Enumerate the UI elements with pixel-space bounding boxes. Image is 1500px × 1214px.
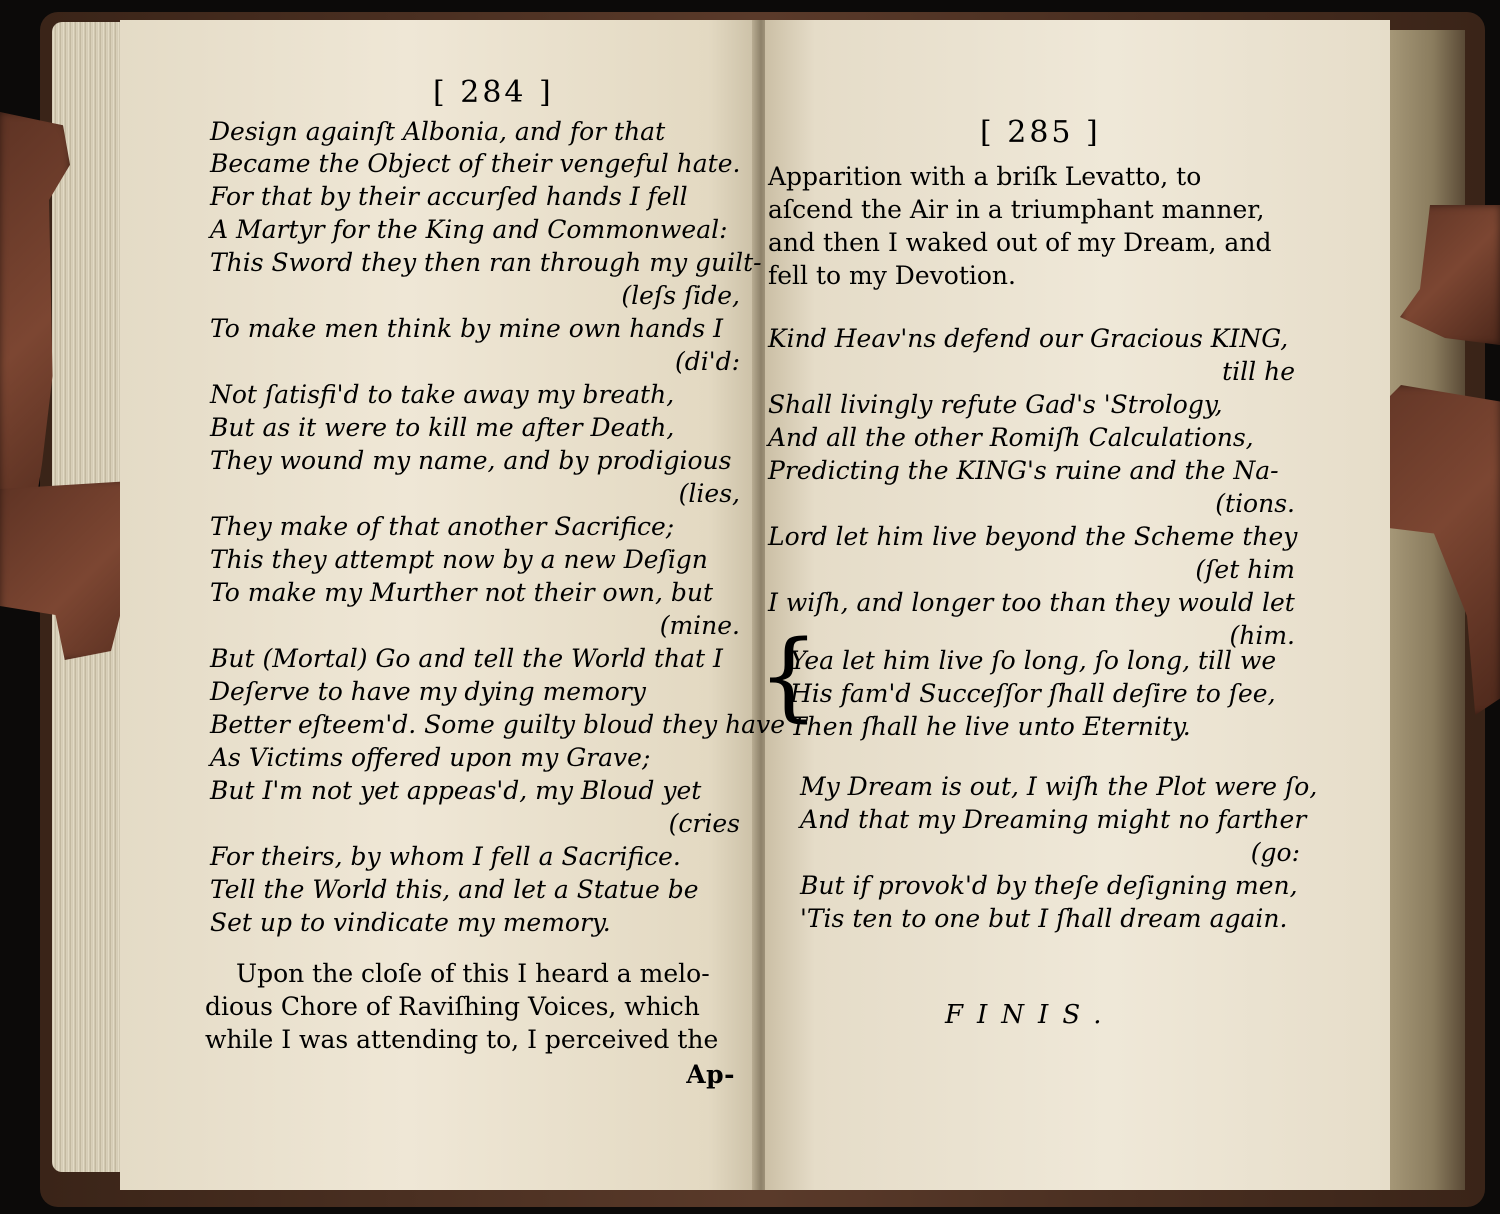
verse-line: This they attempt now by a new Deſign — [210, 545, 708, 574]
triplet-brace: { — [758, 620, 820, 732]
verse-line: For that by their accurſed hands I fell — [210, 182, 688, 211]
verse-line: But if provok'd by theſe deſigning men, — [800, 871, 1298, 900]
verse-line: And all the other Romiſh Calculations, — [768, 423, 1254, 452]
triplet-line: Then ſhall he live unto Eternity. — [790, 712, 1191, 741]
prose-line: Upon the cloſe of this I heard a melo- — [236, 959, 710, 988]
right-page-number: [ 285 ] — [980, 115, 1101, 150]
verse-line: This Sword they then ran through my guilt- — [210, 248, 762, 277]
verse-turnover: (ſet him — [1195, 555, 1295, 584]
verse-turnover: (lies, — [678, 479, 740, 508]
verse-turnover: (cries — [668, 809, 740, 838]
verse-turnover: (di'd: — [674, 347, 740, 376]
prose-line: dious Chore of Raviſhing Voices, which — [205, 992, 700, 1021]
verse-line: Deſerve to have my dying memory — [210, 677, 646, 706]
verse-line: To make men think by mine own hands I — [210, 314, 724, 343]
verse-line: But (Mortal) Go and tell the World that I — [210, 644, 723, 673]
verse-line: A Martyr for the King and Commonweal: — [210, 215, 728, 244]
prose-line: fell to my Devotion. — [768, 261, 1016, 290]
verse-line: Not ſatisfi'd to take away my breath, — [210, 380, 675, 409]
finis-label: FINIS. — [945, 1000, 1116, 1030]
right-page-edges — [1385, 30, 1465, 1190]
verse-line: My Dream is out, I wiſh the Plot were ſo, — [800, 772, 1318, 801]
triplet-line: His fam'd Succeſſor ſhall deſire to ſee, — [790, 679, 1276, 708]
prose-line: while I was attending to, I perceived the — [205, 1025, 719, 1054]
verse-line: And that my Dreaming might no farther — [800, 805, 1307, 834]
verse-turnover: (leſs ſide, — [621, 281, 740, 310]
verse-line: Became the Object of their vengeful hate. — [210, 149, 741, 178]
verse-line: Predicting the KING's ruine and the Na- — [768, 456, 1279, 485]
verse-line: But as it were to kill me after Death, — [210, 413, 675, 442]
verse-line: Kind Heav'ns defend our Gracious KING, — [768, 324, 1289, 353]
verse-line: 'Tis ten to one but I ſhall dream again. — [800, 904, 1288, 933]
verse-turnover: (him. — [1229, 621, 1295, 650]
verse-line: As Victims offered upon my Grave; — [210, 743, 651, 772]
verse-line: Shall livingly refute Gad's 'Strology, — [768, 390, 1223, 419]
prose-line: aſcend the Air in a triumphant manner, — [768, 195, 1265, 224]
verse-turnover: till he — [1222, 357, 1295, 386]
triplet-line: Yea let him live ſo long, ſo long, till we — [790, 646, 1277, 675]
verse-line: I wiſh, and longer too than they would let — [768, 588, 1295, 617]
verse-line: They make of that another Sacrifice; — [210, 512, 675, 541]
verse-line: Tell the World this, and let a Statue be — [210, 875, 699, 904]
verse-turnover: (tions. — [1215, 489, 1295, 518]
verse-line: Set up to vindicate my memory. — [210, 908, 611, 937]
verse-turnover: (mine. — [659, 611, 740, 640]
verse-line: But I'm not yet appeas'd, my Bloud yet — [210, 776, 702, 805]
prose-line: and then I waked out of my Dream, and — [768, 228, 1272, 257]
prose-line: Apparition with a briſk Levatto, to — [768, 162, 1202, 191]
left-page-number: [ 284 ] — [433, 75, 554, 110]
verse-line: Better eſteem'd. Some guilty bloud they have — [210, 710, 785, 739]
verse-line: Design againſt Albonia, and for that — [210, 117, 666, 146]
verse-line: To make my Murther not their own, but — [210, 578, 714, 607]
catchword: Ap- — [686, 1060, 735, 1089]
verse-line: They wound my name, and by prodigious — [210, 446, 732, 475]
verse-turnover: (go: — [1250, 838, 1300, 867]
verse-line: Lord let him live beyond the Scheme they — [768, 522, 1298, 551]
verse-line: For theirs, by whom I fell a Sacrifice. — [210, 842, 681, 871]
